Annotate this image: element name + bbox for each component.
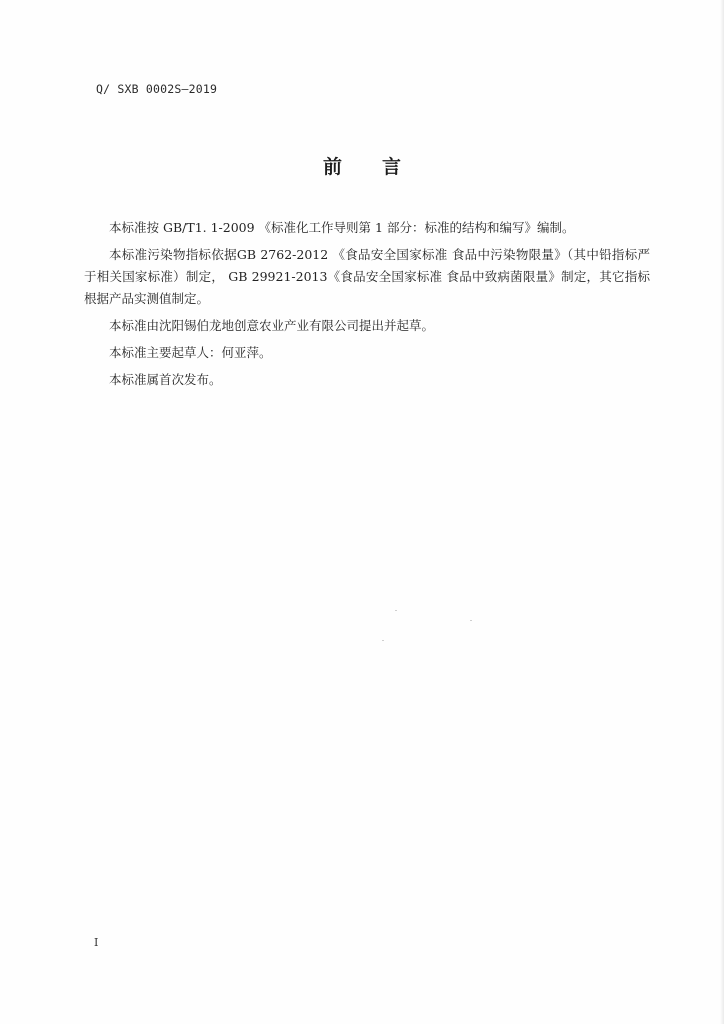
scan-speck bbox=[382, 640, 384, 641]
paragraph-contaminant-basis: 本标准污染物指标依据GB 2762-2012 《食品安全国家标准 食品中污染物限量》（其中铅指标严于相关国家标准）制定， GB 29921-2013《食品安全国家标准 食品中致病菌限量》制定，其它指标根据产品实测值制定。 bbox=[84, 247, 650, 306]
scan-speck bbox=[470, 620, 472, 621]
title-char-2: 言 bbox=[382, 156, 402, 178]
section-title bbox=[0, 152, 724, 179]
scan-speck bbox=[395, 610, 397, 611]
foreword-body bbox=[84, 217, 650, 396]
title-char-1: 前 bbox=[322, 156, 342, 178]
page-number: I bbox=[94, 936, 99, 949]
paragraph-proposer: 本标准由沈阳锡伯龙地创意农业产业有限公司提出并起草。 bbox=[109, 318, 435, 333]
document-id: Q/ SXB 0002S—2019 bbox=[96, 82, 218, 96]
paragraph-drafting-rules: 本标准按 GB/T1. 1-2009 《标准化工作导则第 1 部分：标准的结构和编写》编制。 bbox=[109, 220, 575, 235]
paragraph-drafter: 本标准主要起草人：何亚萍。 bbox=[109, 345, 272, 360]
paragraph-first-release: 本标准属首次发布。 bbox=[109, 372, 222, 387]
